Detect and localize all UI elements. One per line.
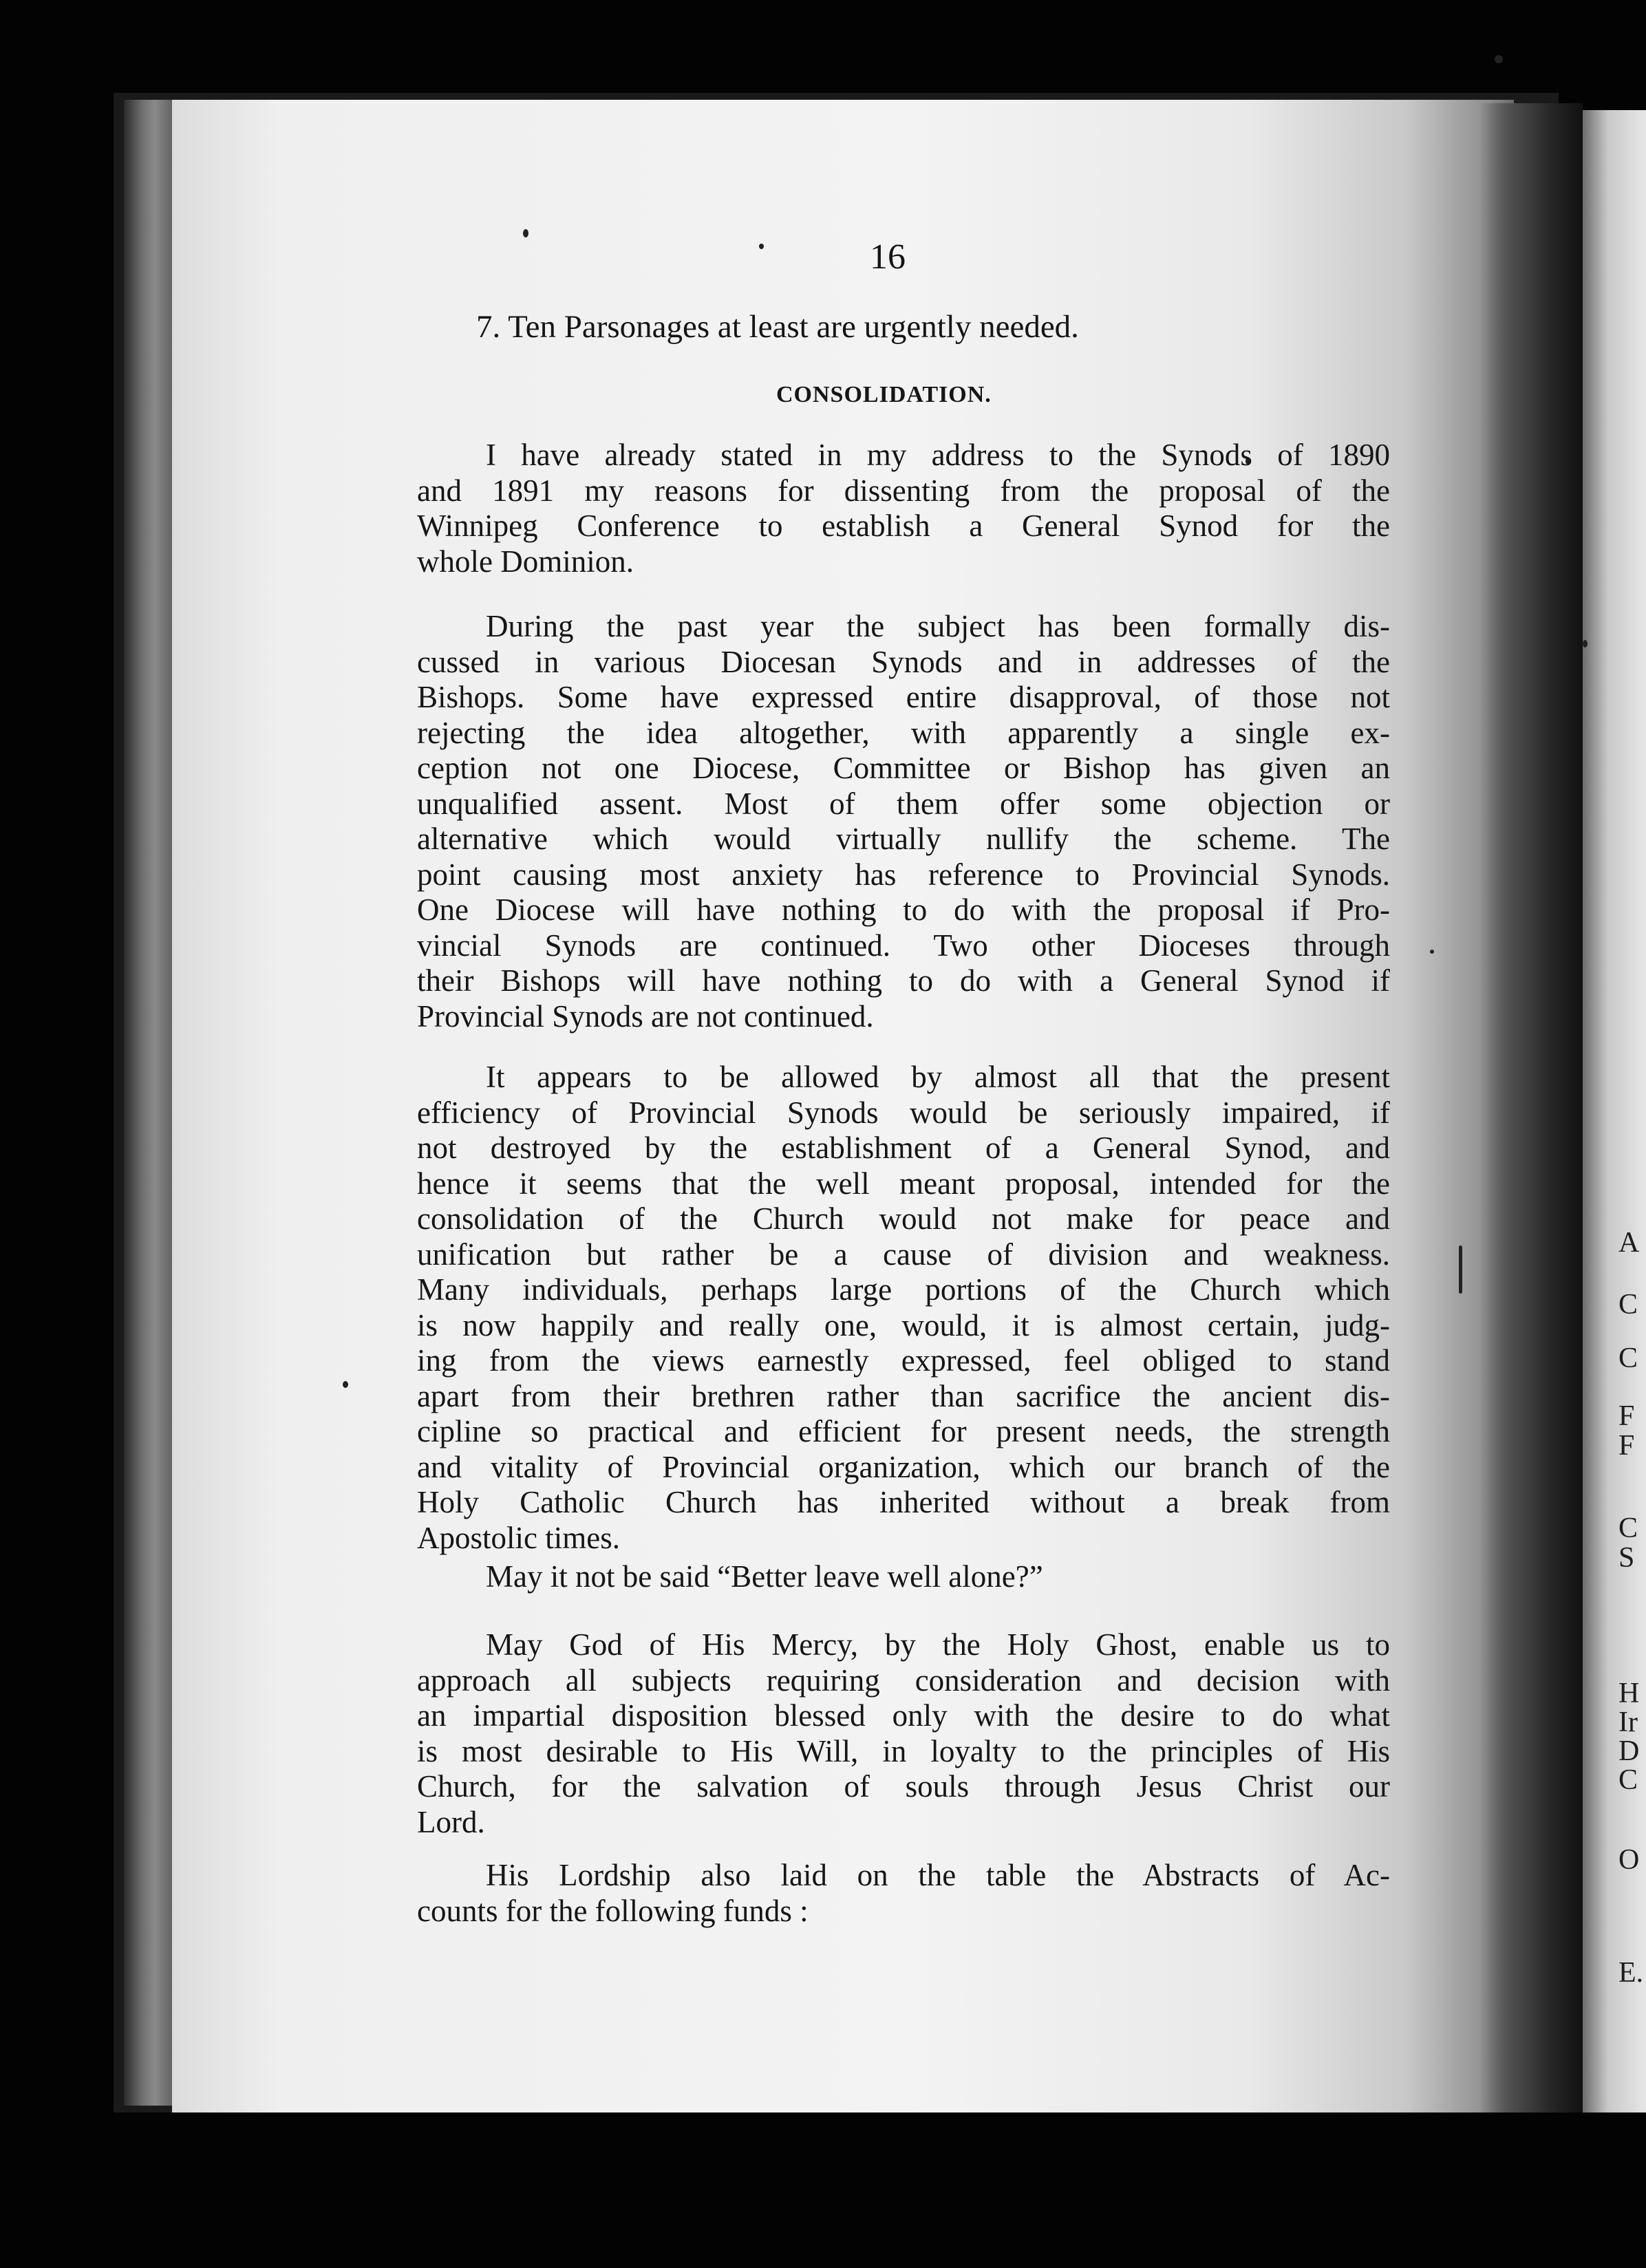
- text-line: ception not one Diocese, Committee or Bishop has given an: [417, 751, 1390, 785]
- text-line: During the past year the subject has been formally dis-: [486, 609, 1390, 643]
- paragraph: [417, 1060, 1390, 1556]
- paragraph: [417, 1559, 1390, 1595]
- text-line: counts for the following funds :: [417, 1893, 809, 1928]
- text-line: is now happily and really one, would, it is almost certain, judg-: [417, 1307, 1390, 1342]
- text-line: not destroyed by the establishment of a General Synod, and: [417, 1131, 1390, 1165]
- facing-page-letter: Ir: [1618, 1707, 1638, 1738]
- scratch-mark: [1459, 1245, 1462, 1294]
- paragraph: [417, 609, 1390, 1034]
- dust-speck: [759, 244, 764, 249]
- text-line: approach all subjects requiring consideration and decision with: [417, 1662, 1390, 1698]
- dust-speck: [343, 1381, 348, 1388]
- text-line: unqualified assent. Most of them offer some objection or: [417, 786, 1390, 821]
- text-line: Bishops. Some have expressed entire disapproval, of those not: [417, 680, 1390, 714]
- text-line: is most desirable to His Will, in loyalty to the principles of His: [417, 1733, 1390, 1768]
- dust-speck: [1583, 640, 1588, 648]
- text-line: Provincial Synods are not continued.: [417, 998, 874, 1034]
- text-line: cussed in various Diocesan Synods and in addresses of the: [417, 644, 1390, 679]
- facing-page-letter: C: [1618, 1512, 1638, 1544]
- page-number: 16: [870, 237, 906, 277]
- text-line: and vitality of Provincial organization, which our branch of the: [417, 1449, 1390, 1484]
- text-line: Apostolic times.: [417, 1520, 620, 1555]
- text-line: point causing most anxiety has reference to Provincial Synods.: [417, 857, 1390, 892]
- facing-page-letter: O: [1618, 1844, 1640, 1876]
- text-line: whole Dominion.: [417, 544, 634, 579]
- facing-page-letter: C: [1618, 1342, 1638, 1374]
- text-line: and 1891 my reasons for dissenting from the proposal of the: [417, 473, 1390, 508]
- facing-page-sliver: [1583, 110, 1646, 2112]
- text-line: rejecting the idea altogether, with apparently a single ex-: [417, 715, 1390, 750]
- page-edge-binding: [124, 100, 175, 2106]
- dust-speck: [1495, 55, 1503, 63]
- facing-page-letter: E.: [1618, 1957, 1644, 1989]
- text-line: May God of His Mercy, by the Holy Ghost, enable us to: [486, 1627, 1390, 1662]
- text-line: Holy Catholic Church has inherited without a break from: [417, 1485, 1390, 1519]
- numbered-item: 7. Ten Parsonages at least are urgently needed.: [476, 309, 1079, 345]
- facing-page-letter: C: [1618, 1764, 1638, 1796]
- text-line: His Lordship also laid on the table the Abstracts of Ac-: [486, 1858, 1390, 1892]
- facing-page-letter: F: [1618, 1430, 1635, 1462]
- paragraph: [417, 438, 1390, 579]
- text-line: One Diocese will have nothing to do with the proposal if Pro-: [417, 892, 1390, 927]
- text-line: I have already stated in my address to the Synods of 1890: [486, 438, 1390, 472]
- text-line: Winnipeg Conference to establish a General Synod for the: [417, 509, 1390, 543]
- facing-page-letter: S: [1618, 1542, 1635, 1574]
- gutter-shadow: [1479, 103, 1583, 2112]
- facing-page-letter: A: [1618, 1227, 1640, 1259]
- text-line: cipline so practical and efficient for present needs, the strength: [417, 1414, 1390, 1448]
- text-line: consolidation of the Church would not make for peace and: [417, 1201, 1390, 1236]
- text-line: Lord.: [417, 1804, 485, 1839]
- section-heading: CONSOLIDATION.: [776, 382, 992, 407]
- text-line: ing from the views earnestly expressed, feel obliged to stand: [417, 1343, 1390, 1378]
- text-line: alternative which would virtually nullify the scheme. The: [417, 822, 1390, 856]
- paragraph: [417, 1627, 1390, 1840]
- text-line: their Bishops will have nothing to do with a General Synod if: [417, 963, 1390, 998]
- text-line: efficiency of Provincial Synods would be seriously impaired, if: [417, 1095, 1390, 1130]
- text-line: hence it seems that the well meant proposal, intended for the: [417, 1166, 1390, 1201]
- text-line: unification but rather be a cause of division and weakness.: [417, 1237, 1390, 1272]
- facing-page-letter: D: [1618, 1735, 1640, 1767]
- text-line: apart from their brethren rather than sacrifice the ancient dis-: [417, 1378, 1390, 1413]
- facing-page-letter: C: [1618, 1289, 1638, 1320]
- text-line: Many individuals, perhaps large portions of the Church which: [417, 1272, 1390, 1307]
- facing-page-letter: H: [1618, 1678, 1640, 1709]
- text-line: It appears to be allowed by almost all that the present: [486, 1060, 1390, 1094]
- text-line: May it not be said “Better leave well alone?”: [486, 1559, 1043, 1594]
- text-line: an impartial disposition blessed only with the desire to do what: [417, 1698, 1390, 1733]
- dust-speck: [1430, 950, 1434, 954]
- text-line: Church, for the salvation of souls through Jesus Christ our: [417, 1769, 1390, 1804]
- text-line: vincial Synods are continued. Two other Dioceses through: [417, 928, 1390, 963]
- dust-speck: [523, 229, 528, 237]
- facing-page-letter: F: [1618, 1400, 1635, 1432]
- paragraph: [417, 1858, 1390, 1929]
